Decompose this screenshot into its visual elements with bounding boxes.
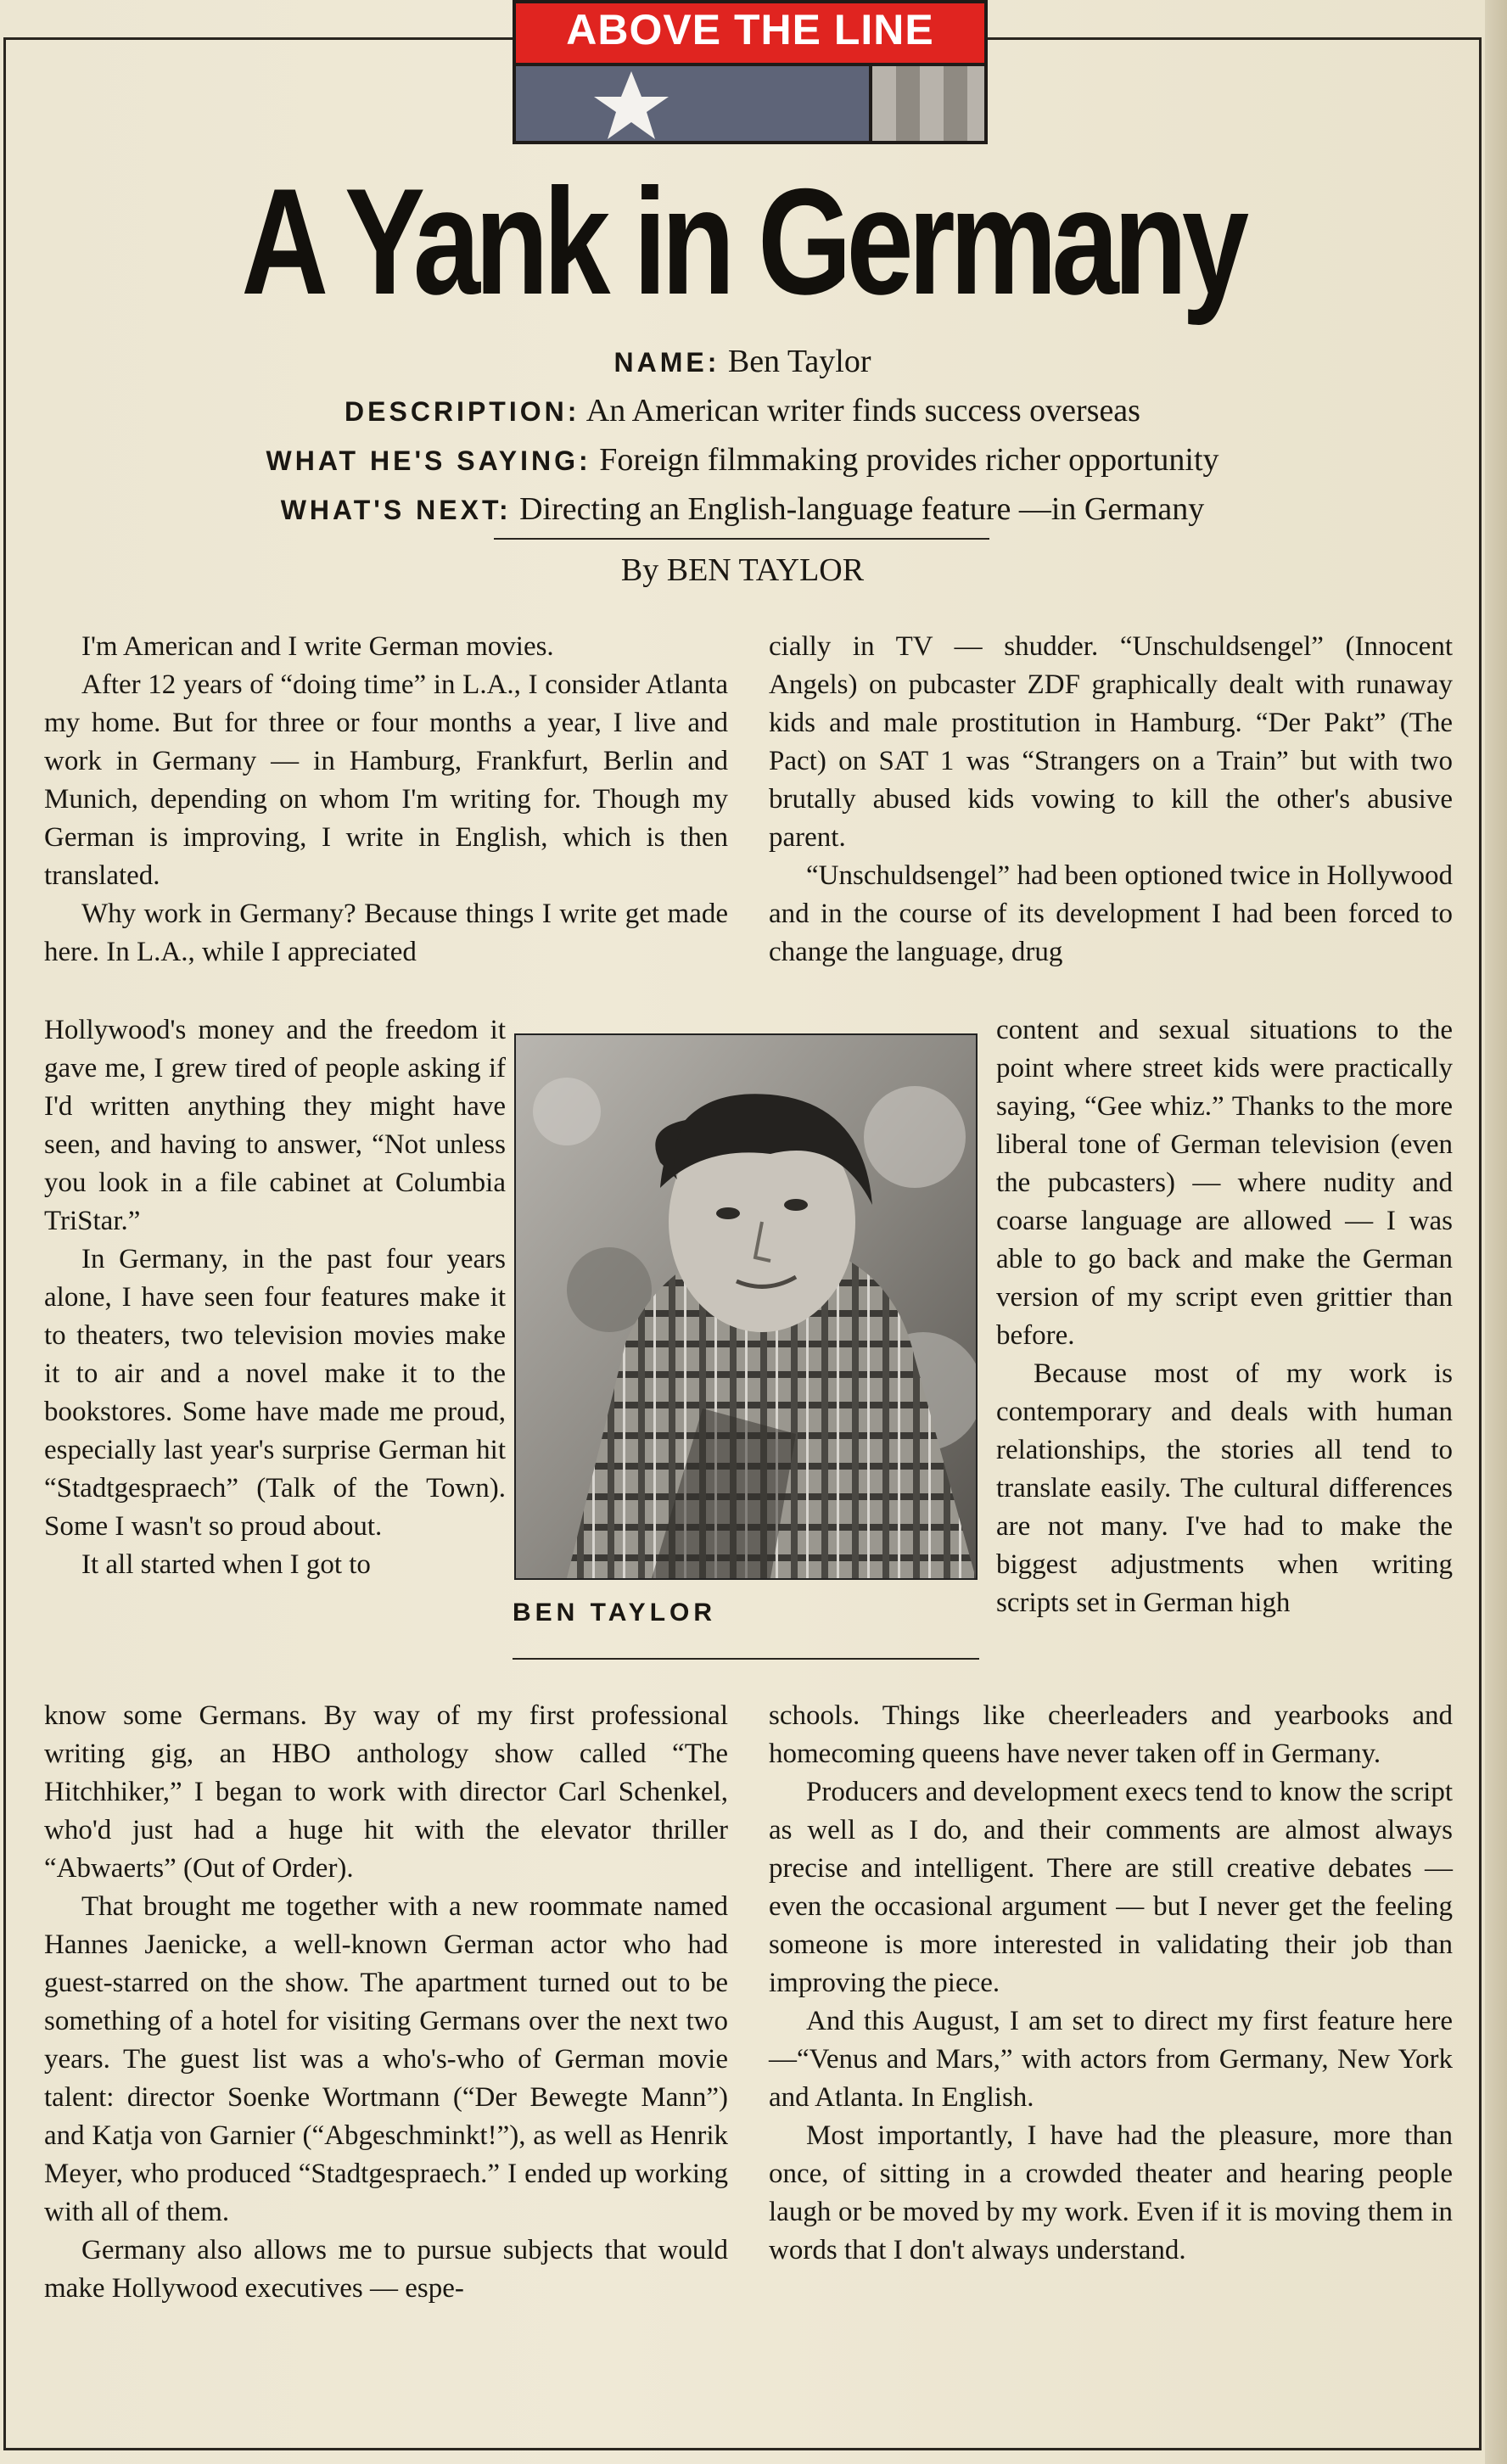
section-banner — [513, 0, 988, 144]
right-column-beside-photo — [996, 1011, 1453, 1622]
paragraph: Hollywood's money and the freedom it gave me, I grew tired of people asking if I'd written anything they might have seen, and having to answer, “Not unless you look in a file cabinet at Columbia TriStar.” — [44, 1015, 506, 1236]
info-label: DESCRIPTION: — [345, 396, 580, 427]
info-value: An American writer finds success overseas — [585, 393, 1140, 428]
paragraph: “Unschuldsengel” had been optioned twice in Hollywood and in the course of its development I had been forced to change the language, drug — [769, 860, 1453, 967]
info-what-hes-saying — [0, 441, 1485, 479]
paragraph: schools. Things like cheerleaders and yearbooks and homecoming queens have never taken off in Germany. — [769, 1700, 1453, 1769]
paragraph: In Germany, in the past four years alone, I have seen four features make it to theaters, two television movies make it to air and a novel make it to the bookstores. Some have made me proud, especially last year's surprise German hit “Stadtgespraech” (Talk of the Town). Some I wasn't so proud about. — [44, 1244, 506, 1542]
paragraph: cially in TV — shudder. “Unschuldsengel” (Innocent Angels) on pubcaster ZDF graphically dealt with runaway kids and male prostitution in Hamburg. “Der Pakt” (The Pact) on SAT 1 was “Strangers on a Train” but with two brutally abused kids vowing to kill the other's abusive parent. — [769, 631, 1453, 853]
page-edge-shadow — [1485, 0, 1507, 2464]
author-photo — [514, 1033, 978, 1580]
info-label: WHAT'S NEXT: — [280, 495, 512, 525]
paragraph: Because most of my work is contemporary and deals with human relationships, the stories all tend to translate easily. The cultural differences are not many. I've had to make the biggest adjustments when writing scripts set in German high — [996, 1358, 1453, 1618]
info-value: Foreign filmmaking provides richer opportunity — [599, 442, 1219, 478]
caption-rule — [513, 1658, 979, 1660]
info-label: WHAT HE'S SAYING: — [266, 445, 591, 476]
author-portrait-image — [516, 1035, 976, 1578]
left-column-bottom — [44, 1697, 728, 2308]
paragraph: After 12 years of “doing time” in L.A., I consider Atlanta my home. But for three or four months a year, I live and work in Germany — in Hamburg, Frankfurt, Berlin and Munich, depending on whom I'm writing for. Though my German is improving, I write in English, which is then translated. — [44, 669, 728, 891]
article-headline: A Yank in Germany — [241, 157, 1244, 326]
info-value: Ben Taylor — [727, 344, 871, 379]
paragraph: Producers and development execs tend to know the script as well as I do, and their comments are almost always precise and intelligent. There are still creative debates — even the occasional argument — but I never get the feeling someone is more interested in validating their job than improving the piece. — [769, 1777, 1453, 1998]
right-column-bottom — [769, 1697, 1453, 2270]
paragraph: Most importantly, I have had the pleasure, more than once, of sitting in a crowded theater and hearing people laugh or be moved by my work. Even if it is moving them in words that I don't always understand. — [769, 2120, 1453, 2265]
left-column-beside-photo — [44, 1011, 506, 1584]
paragraph: And this August, I am set to direct my first feature here —“Venus and Mars,” with actors from Germany, New York and Atlanta. In English. — [769, 2006, 1453, 2113]
paragraph: That brought me together with a new roommate named Hannes Jaenicke, a well-known German actor who had guest-starred on the show. The apartment turned out to be something of a hotel for visiting Germans over the next two years. The guest list was a who's-who of German movie talent: director Soenke Wortmann (“Der Bewegte Mann”) and Katja von Garnier (“Abgeschminkt!”), as well as Henrik Meyer, who produced “Stadtgespraech.” I ended up working with all of them. — [44, 1891, 728, 2227]
banner-stripes — [872, 66, 988, 144]
paragraph: I'm American and I write German movies. — [81, 631, 554, 662]
info-whats-next — [0, 490, 1485, 529]
paragraph: know some Germans. By way of my first professional writing gig, an HBO anthology show called “The Hitchhiker,” I began to work with director Carl Schenkel, who'd just had a huge hit with the elevator thriller “Abwaerts” (Out of Order). — [44, 1700, 728, 1884]
banner-label: ABOVE THE LINE — [566, 6, 934, 53]
info-value: Directing an English-language feature —in Germany — [519, 491, 1205, 527]
photo-caption: BEN TAYLOR — [513, 1599, 717, 1627]
right-column-top — [769, 628, 1453, 972]
byline: By BEN TAYLOR — [620, 552, 865, 588]
info-label: NAME: — [613, 347, 720, 378]
byline-rule — [494, 538, 989, 540]
paragraph: It all started when I got to — [81, 1549, 371, 1580]
star-icon — [513, 66, 872, 144]
left-column-top — [44, 628, 728, 972]
paragraph: Why work in Germany? Because things I write get made here. In L.A., while I appreciated — [44, 899, 728, 967]
paragraph: Germany also allows me to pursue subjects that would make Hollywood executives — espe- — [44, 2235, 728, 2304]
info-description — [0, 392, 1485, 430]
info-name — [0, 343, 1485, 381]
paragraph: content and sexual situations to the point where street kids were practically saying, “Gee whiz.” Thanks to the more liberal tone of German television (even the pubcasters) — where nudity and coarse language are allowed — I was able to go back and make the German version of my script even grittier than before. — [996, 1015, 1453, 1351]
